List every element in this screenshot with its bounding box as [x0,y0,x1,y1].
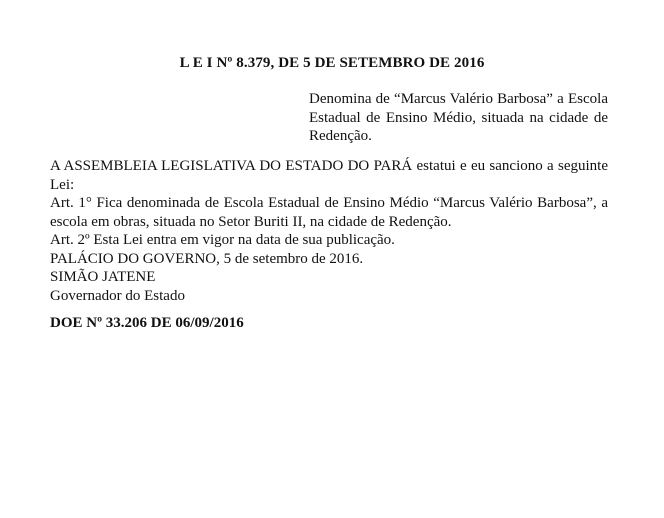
article-2: Art. 2º Esta Lei entra em vigor na data de sua publicação. [50,232,395,248]
law-title: L E I Nº 8.379, DE 5 DE SETEMBRO DE 2016 [179,55,485,71]
law-preamble: A ASSEMBLEIA LEGISLATIVA DO ESTADO DO PARÁ estatui e eu sanciono a seguinte Lei: [50,158,608,193]
place-and-date: PALÁCIO DO GOVERNO, 5 de setembro de 2016. [50,250,364,267]
law-summary: Denomina de “Marcus Valério Barbosa” a Escola Estadual de Ensino Médio, situada na cidade de Redenção. [309,91,608,144]
article-1: Art. 1° Fica denominada de Escola Estadual de Ensino Médio “Marcus Valério Barbosa”, a escola em obras, situada no Setor Buriti II, na cidade de Redenção. [50,195,608,230]
publication-reference: DOE Nº 33.206 DE 06/09/2016 [50,315,244,331]
signatory-title: Governador do Estado [50,287,185,304]
signatory-name: SIMÃO JATENE [50,269,156,285]
law-body [50,157,608,305]
